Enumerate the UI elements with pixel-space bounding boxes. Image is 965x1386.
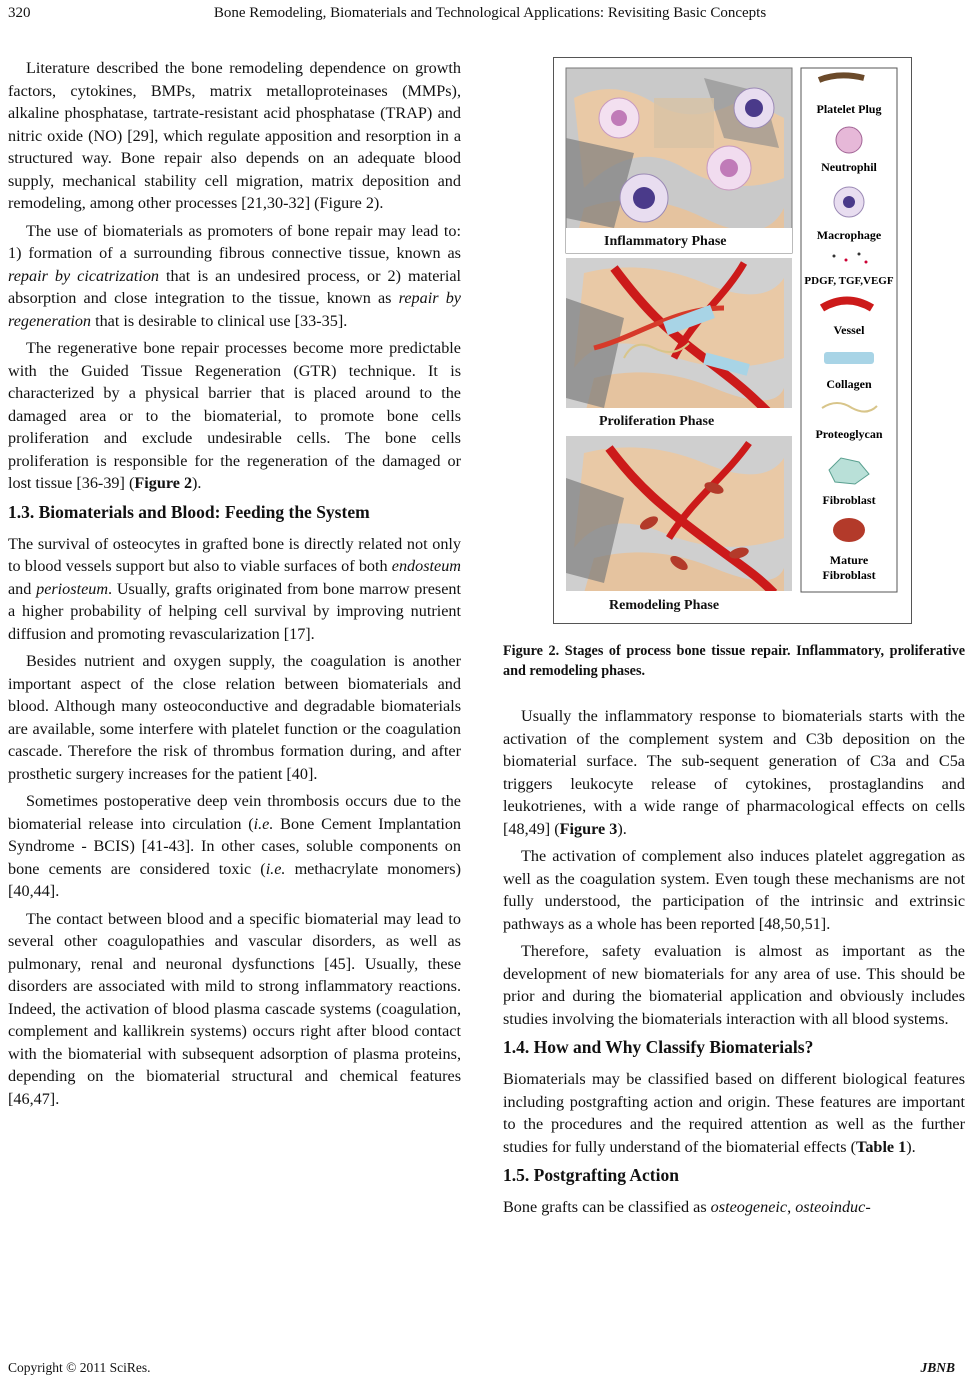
legend-platelet-plug: Platelet Plug bbox=[816, 102, 882, 116]
paragraph: The contact between blood and a specific biomaterial may lead to several other coagulopathies and vascular disorders, as well as pulmonary, renal and neuronal dysfunctions [45]. Usually, these disorders are associated with mild to strong inflammatory reactions. Indeed, the activation of blood plasma cascade systems (coagulation, complement and kallikrein systems) occurs right after blood contact with the biomaterial with subsequent adsorption of plasma proteins, depending on the biomaterial structural and chemical features [46,47]. bbox=[8, 909, 461, 1108]
figure-ref[interactable]: Figure 3 bbox=[559, 819, 618, 838]
legend-mature: Mature bbox=[829, 553, 869, 567]
legend-macrophage: Macrophage bbox=[816, 228, 882, 242]
legend-fibroblast: Fibroblast bbox=[822, 493, 876, 507]
running-title: Bone Remodeling, Biomaterials and Technological Applications: Revisiting Basic Concepts bbox=[213, 5, 767, 21]
legend-collagen: Collagen bbox=[826, 377, 872, 391]
legend-growth-factors: PDGF, TGF,VEGF bbox=[804, 275, 894, 287]
journal-abbrev: JBNB bbox=[920, 1360, 955, 1375]
copyright-footer: Copyright © 2011 SciRes. bbox=[8, 1360, 151, 1375]
remodeling-panel bbox=[566, 436, 792, 616]
figure-2 bbox=[553, 57, 912, 624]
right-column bbox=[503, 705, 965, 1224]
paragraph: Besides nutrient and oxygen supply, the coagulation is another important aspect of the close relation between biomaterials and blood. Although many osteoconductive and degradable biomaterials are available, some interfere with platelet function or the coagulation cascade. Therefore the risk of thrombus formation during, and after prosthetic surgery increases for the patient [40]. bbox=[8, 652, 461, 783]
section-heading-1-5: 1.5. Postgrafting Action bbox=[503, 1165, 679, 1185]
legend-mature-fibroblast: Fibroblast bbox=[822, 568, 876, 582]
page-number: 320 bbox=[8, 5, 31, 21]
paragraph: Therefore, safety evaluation is almost as important as the development of new biomaterials for any area of use. This should be prior and during the biomaterial application and obviously includes studies involving the biomaterials interaction with all blood systems. bbox=[503, 942, 965, 1028]
paragraph: Biomaterials may be classified based on different biological features including postgrafting action and origin. These features are important to the procedures and the required attention as well as the further studies for fully understand of the biomaterial effects (Table 1). bbox=[503, 1070, 965, 1156]
legend-vessel: Vessel bbox=[833, 323, 865, 337]
paragraph: Usually the inflammatory response to biomaterials starts with the activation of the complement system and C3b deposition on the biomaterial surface. The sub-sequent generation of C3a and C5a triggers leukocyte release of cytokines, prostaglandins and leukotrienes, with a wide range of pharmacological effects on cells [48,49] (Figure 3). bbox=[503, 707, 965, 838]
section-heading-1-4: 1.4. How and Why Classify Biomaterials? bbox=[503, 1037, 814, 1057]
phase-label: Inflammatory Phase bbox=[604, 234, 727, 249]
paragraph: The regenerative bone repair processes become more predictable with the Guided Tissue Regeneration (GTR) technique. It is characterized by a physical barrier that is placed around to the damaged area or to the biomaterial, to promote bone cells proliferation and exclude undesirable cells. The bone cells proliferation is responsible for the regeneration of the damaged or lost tissue [36-39] (Figure 2). bbox=[8, 339, 461, 492]
paragraph: Literature described the bone remodeling dependence on growth factors, cytokines, BMPs, matrix metalloproteinases (MMPs), alkaline phosphatase, tartrate-resistant acid phosphatase (TRAP) and nitric oxide (NO) [29], which regulate apposition and resorption in a structured way. Bone repair also depends on an adequate blood supply, mechanical stability cell migration, matrix deposition and remodeling, among other processes [21,30-32] (Figure 2). bbox=[8, 59, 461, 212]
paragraph: The use of biomaterials as promoters of bone repair may lead to: 1) formation of a surrounding fibrous connective tissue, known as repair by cicatrization that is an undesired process, or 2) material absorption and close integration to the tissue, known as repair by regeneration that is desirable to clinical use [33-35]. bbox=[8, 221, 461, 330]
phase-label: Proliferation Phase bbox=[599, 414, 715, 429]
figure-caption: Figure 2. Stages of process bone tissue repair. Inflammatory, proliferative and remodeling phases. bbox=[503, 643, 965, 679]
inflammatory-panel bbox=[566, 68, 792, 253]
legend-proteoglycan: Proteoglycan bbox=[815, 427, 883, 441]
proliferation-panel bbox=[566, 258, 792, 433]
paragraph: Bone grafts can be classified as osteogeneic, osteoinduc- bbox=[503, 1198, 871, 1216]
phase-label: Remodeling Phase bbox=[609, 598, 720, 613]
figure-illustration bbox=[554, 58, 911, 623]
legend-neutrophil: Neutrophil bbox=[821, 160, 877, 174]
paragraph: The activation of complement also induces platelet aggregation as well as the coagulation system. Even tough these mechanisms are not fully understood, the participation of the intrinsic and extrinsic pathways as a whole has been reported [48,50,51]. bbox=[503, 847, 965, 933]
paragraph: The survival of osteocytes in grafted bone is directly related not only to blood vessels support but also to viable surfaces of both endosteum and periosteum. Usually, grafts originated from bone marrow present a higher probability of helping cell survival by improving nutrient diffusion and promoting revascularization [17]. bbox=[8, 534, 462, 643]
figure-ref[interactable]: Figure 2 bbox=[134, 474, 193, 492]
table-ref[interactable]: Table 1 bbox=[856, 1137, 907, 1156]
page-header bbox=[0, 0, 965, 30]
figure-legend bbox=[801, 68, 897, 592]
section-heading-1-3: 1.3. Biomaterials and Blood: Feeding the System bbox=[8, 501, 370, 522]
left-column bbox=[8, 57, 461, 1115]
paragraph: Sometimes postoperative deep vein thrombosis occurs due to the biomaterial release into circulation (i.e. Bone Cement Implantation Syndrome - BCIS) [41-43]. In other cases, soluble components on bone cements are considered toxic (i.e. methacrylate monomers) [40,44]. bbox=[8, 792, 462, 900]
